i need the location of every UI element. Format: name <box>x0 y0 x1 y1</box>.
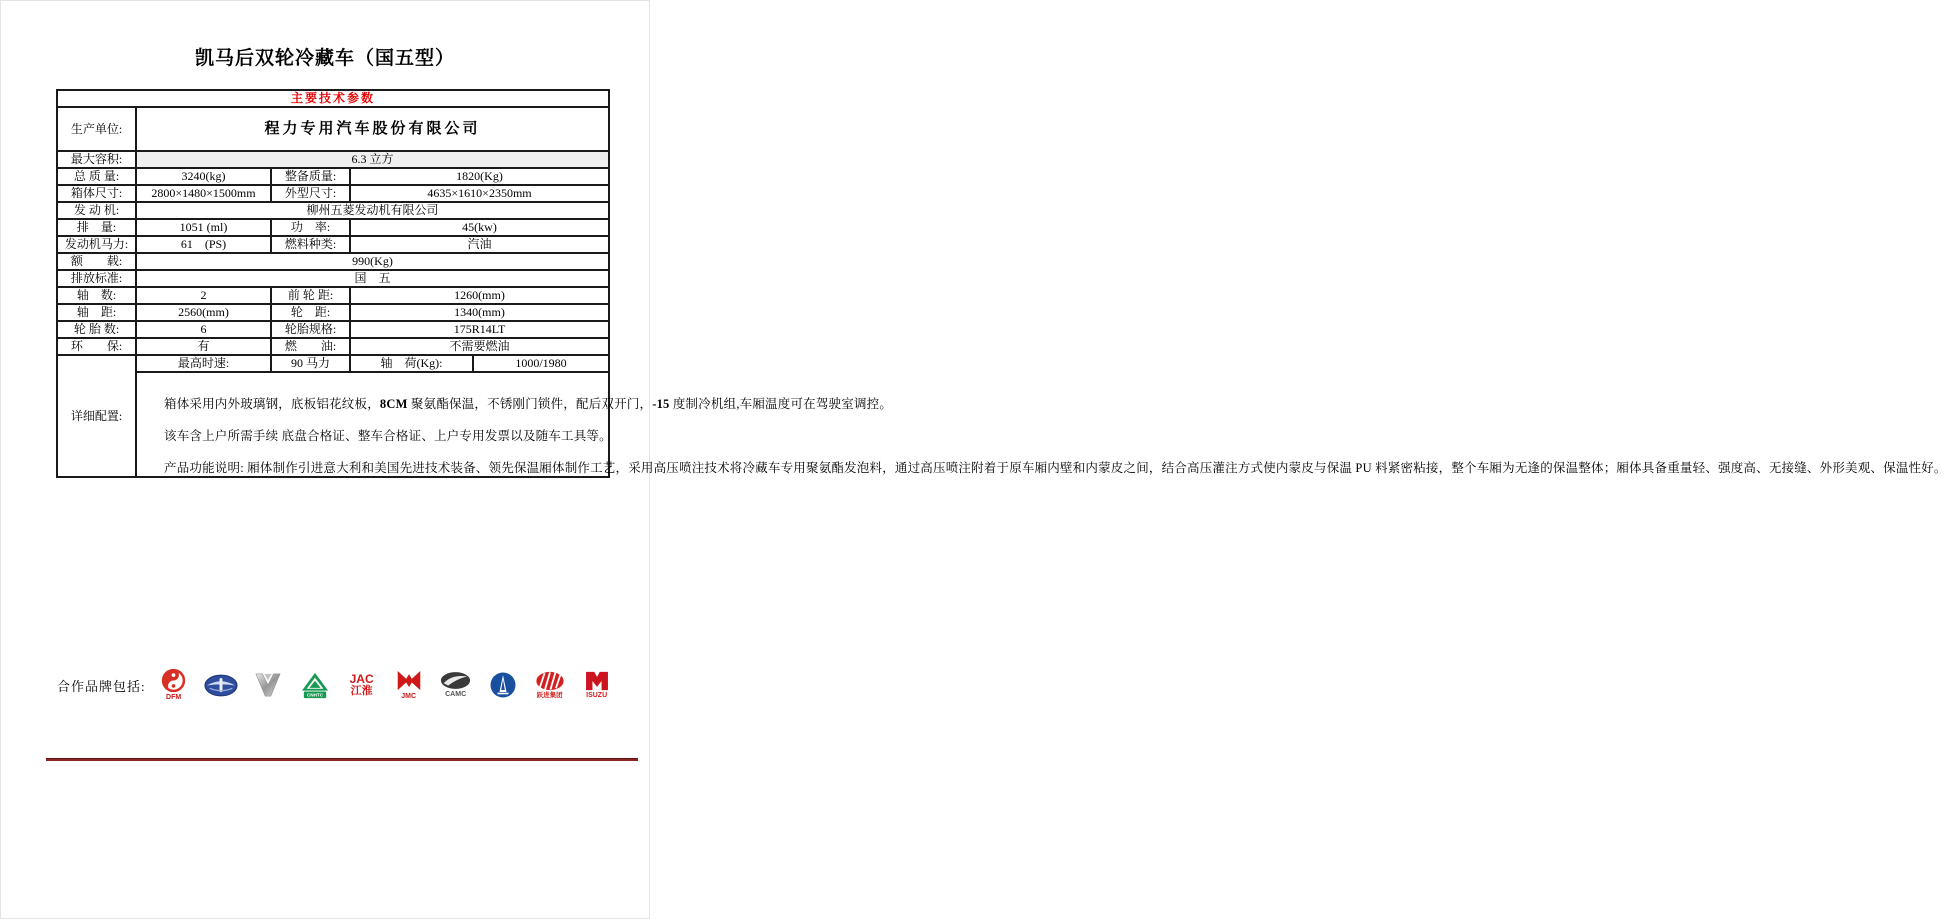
partner-logos-row <box>157 660 614 710</box>
max-volume-label: 最大容积: <box>57 151 136 168</box>
axle-count-value: 2 <box>136 287 271 304</box>
dongfeng-swirl-icon <box>160 668 187 693</box>
horsepower-label: 发动机马力: <box>57 236 136 253</box>
top-speed-value: 90 马力 <box>271 355 350 372</box>
fuel-label: 燃 油: <box>271 338 350 355</box>
jianghuai-text: 江淮 <box>350 684 373 697</box>
sinotruk-logo <box>298 660 332 710</box>
engine-row <box>57 202 609 219</box>
faw-logo <box>204 660 238 710</box>
rated-load-value: 990(Kg) <box>136 253 609 270</box>
wheelbase-row <box>57 304 609 321</box>
front-track-value: 1260(mm) <box>350 287 609 304</box>
emission-label: 排放标准: <box>57 270 136 287</box>
producer-label: 生产单位: <box>57 107 136 151</box>
axle-count-label: 轴 数: <box>57 287 136 304</box>
jac-logo <box>345 660 379 710</box>
curb-mass-value: 1820(Kg) <box>350 168 609 185</box>
emission-value: 国 五 <box>136 270 609 287</box>
producer-row <box>57 107 609 151</box>
camc-text: CAMC <box>445 691 467 699</box>
page-title: 凯马后双轮冷藏车（国五型） <box>194 48 455 69</box>
sinotruk-triangle-icon <box>301 672 329 699</box>
rated-load-row <box>57 253 609 270</box>
wheelbase-value: 2560(mm) <box>136 304 271 321</box>
front-track-label: 前 轮 距: <box>271 287 350 304</box>
jmc-text: JMC <box>401 692 417 700</box>
tire-count-value: 6 <box>136 321 271 338</box>
bottom-divider <box>46 758 638 761</box>
detail-paragraph-2: 该车含上户所需手续 底盘合格证、整车合格证、上户专用发票以及随车工具等。 <box>164 429 612 443</box>
box-size-value: 2800×1480×1500mm <box>136 185 271 202</box>
detail-paragraph-1: 箱体采用内外玻璃钢，底板铝花纹板，8CM 聚氨酯保温，不锈刚门锁件，配后双开门，-15 度制冷机组,车厢温度可在驾驶室调控。 <box>164 397 893 411</box>
mass-row <box>57 168 609 185</box>
tire-count-label: 轮 胎 数: <box>57 321 136 338</box>
horsepower-value: 61 (PS) <box>136 236 271 253</box>
isuzu-logo <box>580 660 614 710</box>
spec-table <box>56 89 1947 478</box>
power-value: 45(kw) <box>350 219 609 236</box>
camc-oval-icon <box>440 671 471 690</box>
max-volume-row <box>57 151 609 168</box>
silver-v-icon <box>254 672 282 698</box>
detail-config-label: 详细配置: <box>57 355 136 477</box>
emission-row <box>57 270 609 287</box>
detail-row <box>57 372 609 477</box>
isuzu-mark-icon <box>583 670 611 691</box>
wheelbase-label: 轴 距: <box>57 304 136 321</box>
rated-load-label: 额 载: <box>57 253 136 270</box>
env-row <box>57 338 609 355</box>
jac-text: JAC <box>349 671 374 686</box>
fuel-type-label: 燃料种类: <box>271 236 350 253</box>
blue-rocket-logo <box>486 660 520 710</box>
camc-logo <box>439 660 473 710</box>
faw-wing-icon <box>204 674 238 697</box>
top-speed-row <box>57 355 609 372</box>
dongfeng-dfm-logo <box>157 660 191 710</box>
fuel-value: 不需要燃油 <box>350 338 609 355</box>
curb-mass-label: 整备质量: <box>271 168 350 185</box>
track-value: 1340(mm) <box>350 304 609 321</box>
total-mass-value: 3240(kg) <box>136 168 271 185</box>
tire-spec-label: 轮胎规格: <box>271 321 350 338</box>
env-value: 有 <box>136 338 271 355</box>
yuejin-striped-oval-icon <box>535 671 565 691</box>
detail-text-cell <box>136 372 1947 477</box>
axle-load-value: 1000/1980 <box>473 355 609 372</box>
displacement-row <box>57 219 609 236</box>
box-size-label: 箱体尺寸: <box>57 185 136 202</box>
partner-brands-label: 合作品牌包括: <box>57 678 146 694</box>
horsepower-row <box>57 236 609 253</box>
env-label: 环 保: <box>57 338 136 355</box>
fuel-type-value: 汽油 <box>350 236 609 253</box>
displacement-label: 排 量: <box>57 219 136 236</box>
svg-text:CNHTC: CNHTC <box>306 692 323 698</box>
dfm-text: DFM <box>166 694 182 702</box>
overall-size-label: 外型尺寸: <box>271 185 350 202</box>
silver-v-logo <box>251 660 285 710</box>
axle-load-label: 轴 荷(Kg): <box>350 355 473 372</box>
max-volume-value: 6.3 立方 <box>136 151 609 168</box>
tire-spec-value: 175R14LT <box>350 321 609 338</box>
overall-size-value: 4635×1610×2350mm <box>350 185 609 202</box>
detail-paragraph-3: 产品功能说明: 厢体制作引进意大利和美国先进技术装备、领先保温厢体制作工艺，采用高压喷注技术将冷藏车专用聚氨酯发泡料，通过高压喷注附着于原车厢内壁和内蒙皮之间，结合高压灌注方式使内蒙皮与保温 PU 料紧密粘接，整个车厢为无逢的保温整体；厢体具备重量轻、强度高、无接缝、外形美观、保温性好。 <box>164 461 1947 475</box>
isuzu-text: ISUZU <box>586 692 608 700</box>
displacement-value: 1051 (ml) <box>136 219 271 236</box>
track-label: 轮 距: <box>271 304 350 321</box>
producer-value: 程力专用汽车股份有限公司 <box>136 107 609 151</box>
size-row <box>57 185 609 202</box>
partner-brands-section <box>57 657 639 713</box>
total-mass-label: 总 质 量: <box>57 168 136 185</box>
blue-rocket-icon <box>490 672 516 698</box>
table-header: 主要技术参数 <box>57 90 609 107</box>
top-speed-label: 最高时速: <box>136 355 271 372</box>
yuejin-text: 跃进集团 <box>536 691 563 699</box>
yuejin-logo <box>533 660 567 710</box>
power-label: 功 率: <box>271 219 350 236</box>
jmc-logo <box>392 660 426 710</box>
table-header-row <box>57 90 609 107</box>
engine-label: 发 动 机: <box>57 202 136 219</box>
jmc-mark-icon <box>396 670 422 692</box>
engine-value: 柳州五菱发动机有限公司 <box>136 202 609 219</box>
tire-row <box>57 321 609 338</box>
axle-count-row <box>57 287 609 304</box>
